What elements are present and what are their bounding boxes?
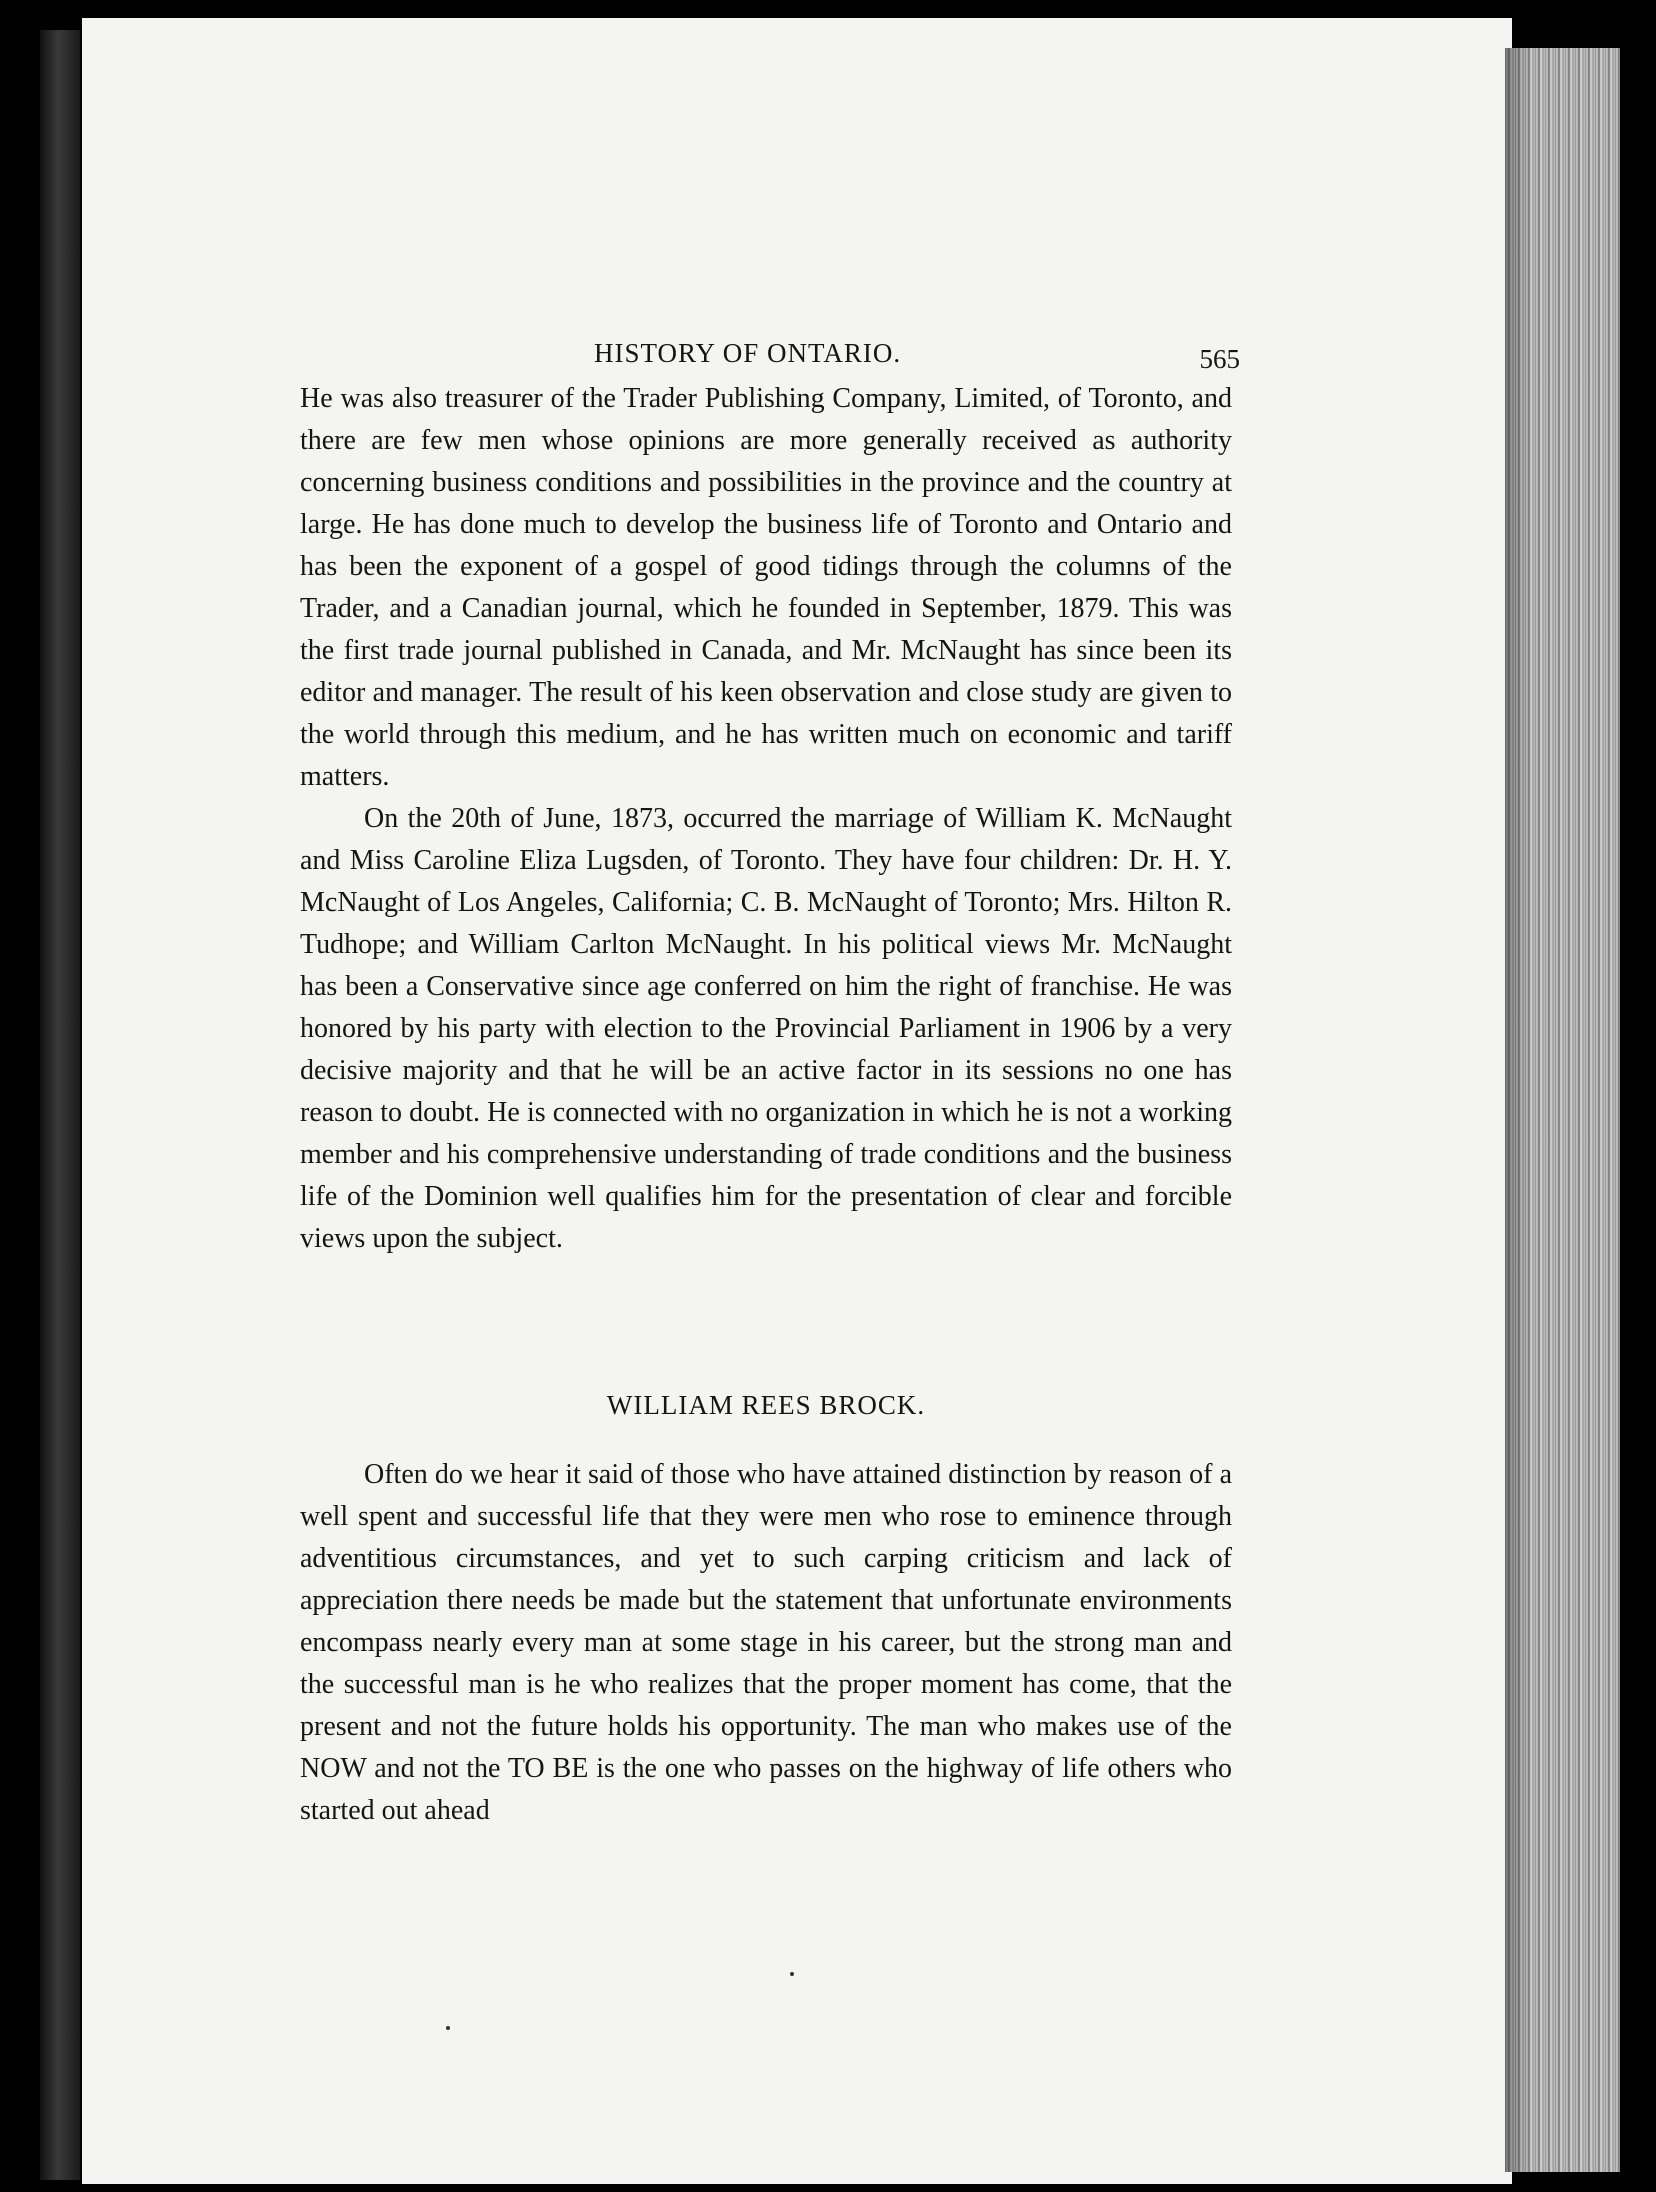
section-body-text (300, 1454, 1232, 1832)
page-stack-shadow (1505, 48, 1531, 2172)
running-head-title: HISTORY OF ONTARIO. (594, 338, 902, 368)
paragraph-1: He was also treasurer of the Trader Publishing Company, Limited, of Toronto, and there are few men whose opinions are more generally received as authority concerning business conditions and possibilities in the province and the country at large. He has done much to develop the business life of Toronto and Ontario and has been the exponent of a gospel of good tidings through the columns of the Trader, and a Canadian journal, which he founded in September, 1879. This was the first trade journal published in Canada, and Mr. McNaught has since been its editor and manager. The result of his keen observation and close study are given to the world through this medium, and he has written much on economic and tariff matters. (300, 383, 1232, 792)
body-text-continued (300, 378, 1232, 1260)
left-page-edge (40, 30, 80, 2180)
paragraph-2: On the 20th of June, 1873, occurred the marriage of William K. McNaught and Miss Caroline Eliza Lugsden, of Toronto. They have four children: Dr. H. Y. McNaught of Los Angeles, California; C. B. McNaught of Toronto; Mrs. Hilton R. Tudhope; and William Carlton McNaught. In his political views Mr. McNaught has been a Conservative since age conferred on him the right of franchise. He was honored by his party with election to the Provincial Parliament in 1906 by a very decisive majority and that he will be an active factor in its sessions no one has reason to doubt. He is connected with no organization in which he is not a working member and his comprehensive understanding of trade conditions and the business life of the Dominion well qualifies him for the presentation of clear and forcible views upon the subject. (300, 803, 1232, 1254)
section-paragraph-1: Often do we hear it said of those who have attained distinction by reason of a well spent and successful life that they were men who rose to eminence through adventitious circumstances, and yet to such carping criticism and lack of appreciation there needs be made but the statement that unfortunate environments encompass nearly every man at some stage in his career, but the strong man and the successful man is he who realizes that the proper moment has come, that the present and not the future holds his opportunity. The man who makes use of the NOW and not the TO BE is the one who passes on the highway of life others who started out ahead (300, 1459, 1232, 1826)
section-heading: WILLIAM REES BROCK. (606, 1390, 926, 1420)
scan-speck (790, 1972, 794, 1976)
page-number: 565 (1199, 344, 1240, 374)
scan-speck (446, 2026, 450, 2030)
